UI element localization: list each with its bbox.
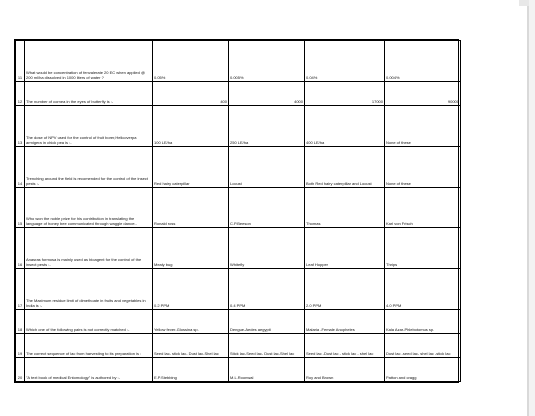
- question-table: [15, 40, 461, 382]
- option-b: Locust: [229, 146, 305, 187]
- option-c: 17000: [305, 81, 385, 105]
- table-row: [16, 81, 461, 105]
- option-b: M.L.Roonwal: [229, 358, 305, 382]
- question-number: 14: [16, 146, 25, 187]
- question-number: 11: [16, 41, 25, 82]
- option-a: 0.2 PPM: [153, 269, 229, 310]
- option-b: Whitefly: [229, 228, 305, 269]
- option-a: 0.05%: [153, 41, 229, 82]
- question-text: The number of cornea in the eyes of butterfly is :-: [25, 81, 153, 105]
- question-text: Trenching around the field is recomended for the control of the insect pests :-: [25, 146, 153, 187]
- question-number: 18: [16, 310, 25, 334]
- question-text: "A text book of medical Entomology" is authored by :-: [25, 358, 153, 382]
- option-b: 0.005%: [229, 41, 305, 82]
- table-row: [16, 228, 461, 269]
- table-row: [16, 358, 461, 382]
- question-text: Who won the noble prize for his contribution in translating the language of honey bee communicated through waggle dance:-: [25, 187, 153, 228]
- option-c: Malaria -Female Anopheles: [305, 310, 385, 334]
- question-sheet: [14, 39, 459, 383]
- option-a: 100 LE/ha: [153, 105, 229, 146]
- option-c: 2.0 PPM: [305, 269, 385, 310]
- option-b: 4000: [229, 81, 305, 105]
- question-number: 16: [16, 228, 25, 269]
- table-row: [16, 269, 461, 310]
- option-c: 0.04%: [305, 41, 385, 82]
- question-number: 13: [16, 105, 25, 146]
- option-c: Thomas: [305, 187, 385, 228]
- question-number: 20: [16, 358, 25, 382]
- option-c: Roy and Brown: [305, 358, 385, 382]
- option-d: 90000: [385, 81, 461, 105]
- option-d: Kala Azar-Phlebotomus sp.: [385, 310, 461, 334]
- option-b: C.P.Beeson: [229, 187, 305, 228]
- question-number: 12: [16, 81, 25, 105]
- question-number: 19: [16, 334, 25, 358]
- option-a: Mealy bug: [153, 228, 229, 269]
- option-d: 4.0 PPM: [385, 269, 461, 310]
- option-b: Stick lac-Seed lac- Dust lac-Shel lac: [229, 334, 305, 358]
- option-a: E.P.Stebbing: [153, 358, 229, 382]
- option-d: None of these: [385, 105, 461, 146]
- option-c: 400 LE/ha: [305, 105, 385, 146]
- option-c: Both Red hairy caterpillar and Locust: [305, 146, 385, 187]
- option-b: Dengue-Aedes aegypti: [229, 310, 305, 334]
- option-b: 250 LE/ha: [229, 105, 305, 146]
- table-row: [16, 310, 461, 334]
- question-text: What would be concentration of fenvalerate 20 EC when applied @ 200 ml/ha dissolved in 1000 liters of water ?: [25, 41, 153, 82]
- option-a: 400: [153, 81, 229, 105]
- question-text: The correct sequence of lac from harvesting to its preparation is :: [25, 334, 153, 358]
- option-d: Patton and cragg: [385, 358, 461, 382]
- table-row: [16, 41, 461, 82]
- option-b: 0.4 PPM: [229, 269, 305, 310]
- table-row: [16, 105, 461, 146]
- question-text: The dose of NPV used for the control of fruit borer,Helicoverpa armigera in chick pea is :-: [25, 105, 153, 146]
- question-text: The Maximum residue limit of dimethoate in fruits and vegetables in India is :-: [25, 269, 153, 310]
- option-c: Seed lac -Dust lac - stick lac - shel lac: [305, 334, 385, 358]
- question-text: Which one of the following pairs is not correctly matched :-: [25, 310, 153, 334]
- option-d: Thrips: [385, 228, 461, 269]
- table-row: [16, 334, 461, 358]
- option-a: Red hairy caterpillar: [153, 146, 229, 187]
- table-row: [16, 146, 461, 187]
- option-d: Karl von Frisch: [385, 187, 461, 228]
- question-number: 15: [16, 187, 25, 228]
- viewer-background: [529, 0, 535, 416]
- option-a: Ronald ross: [153, 187, 229, 228]
- option-a: Yellow fever-Glossina sp.: [153, 310, 229, 334]
- option-c: Leaf Hopper: [305, 228, 385, 269]
- option-d: 0.004%: [385, 41, 461, 82]
- option-d: Dust lac -seed lac- shel lac -stick lac: [385, 334, 461, 358]
- option-a: Seed lac- stick lac- Dust lac-Shel lac: [153, 334, 229, 358]
- page-corner: [519, 0, 529, 6]
- table-row: [16, 187, 461, 228]
- question-number: 17: [16, 269, 25, 310]
- option-d: None of these: [385, 146, 461, 187]
- question-text: Anasras formosa is mainly used as bioagent for the control of the insect pests :-: [25, 228, 153, 269]
